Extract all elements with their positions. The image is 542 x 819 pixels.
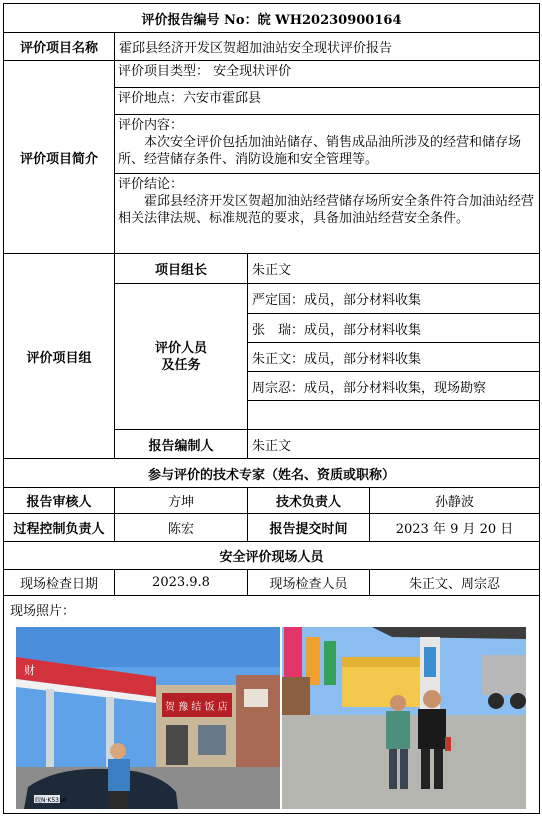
inspectors-label: 现场检查人员 <box>248 570 370 596</box>
brief-conclusion: 霍邱县经济开发区贺超加油站经营储存场所安全条件符合加油站经营相关法律法规、标准规范的要求，具备加油站经营安全条件。 <box>118 194 535 226</box>
member-row: 朱正文：成员，部分材料收集 <box>248 343 540 372</box>
member-row: 严定国：成员，部分材料收集 <box>248 284 540 314</box>
brief-label: 评价项目简介 <box>4 61 115 254</box>
brief-content: 本次安全评价包括加油站储存、销售成品油所涉及的经营和储存场所、经营储存条件、消防设施和安全管理等。 <box>118 135 522 167</box>
inspectors: 朱正文、周宗忍 <box>370 570 540 596</box>
process-name: 陈宏 <box>115 514 248 542</box>
submit-label: 报告提交时间 <box>248 514 370 542</box>
brief-location: 评价地点：六安市霍邱县 <box>115 88 539 115</box>
brief-conclusion-block <box>115 174 539 238</box>
report-table <box>3 3 540 814</box>
site-photo-1-image <box>16 627 280 809</box>
reviewer-label: 报告审核人 <box>4 488 115 514</box>
member-row-empty <box>248 401 540 430</box>
onsite-label: 安全评价现场人员 <box>4 542 540 570</box>
license-plate: 皖N·K5316 <box>35 797 67 804</box>
brief-cell <box>115 61 540 254</box>
brief-content-label: 评价内容： <box>118 118 184 133</box>
tech-lead-label: 技术负责人 <box>248 488 370 514</box>
photos-row <box>10 627 533 809</box>
leader-name: 朱正文 <box>248 254 540 284</box>
leader-label: 项目组长 <box>115 254 248 284</box>
canopy-sign: 财 <box>24 664 35 677</box>
inspect-date-label: 现场检查日期 <box>4 570 115 596</box>
project-name: 霍邱县经济开发区贺超加油站安全现状评价报告 <box>115 33 540 61</box>
author-name: 朱正文 <box>248 430 540 459</box>
site-photo-1 <box>16 627 280 809</box>
submit-date: 2023 年 9 月 20 日 <box>370 514 540 542</box>
site-photo-2 <box>282 627 526 809</box>
inspect-date: 2023.9.8 <box>115 570 248 596</box>
brief-type: 评价项目类型： 安全现状评价 <box>115 61 539 88</box>
tech-lead-name: 孙静波 <box>370 488 540 514</box>
members-label: 评价人员 及任务 <box>115 284 248 430</box>
site-photo-2-image <box>282 627 526 809</box>
author-label: 报告编制人 <box>115 430 248 459</box>
process-label: 过程控制负责人 <box>4 514 115 542</box>
project-name-label: 评价项目名称 <box>4 33 115 61</box>
photos-cell <box>4 596 540 814</box>
evaluation-report-form <box>3 3 539 814</box>
reviewer-name: 方坤 <box>115 488 248 514</box>
photos-label: 现场照片： <box>10 604 76 619</box>
member-row: 张 瑞：成员，部分材料收集 <box>248 314 540 343</box>
brief-conclusion-label: 评价结论： <box>118 177 184 192</box>
restaurant-sign: 贺 豫 结 饭 店 <box>165 702 228 713</box>
team-label: 评价项目组 <box>4 254 115 459</box>
experts-label: 参与评价的技术专家（姓名、资质或职称） <box>4 459 540 488</box>
member-row: 周宗忍：成员，部分材料收集，现场勘察 <box>248 372 540 401</box>
brief-content-block <box>115 115 539 174</box>
report-number: 评价报告编号 No：皖 WH20230900164 <box>4 4 540 33</box>
